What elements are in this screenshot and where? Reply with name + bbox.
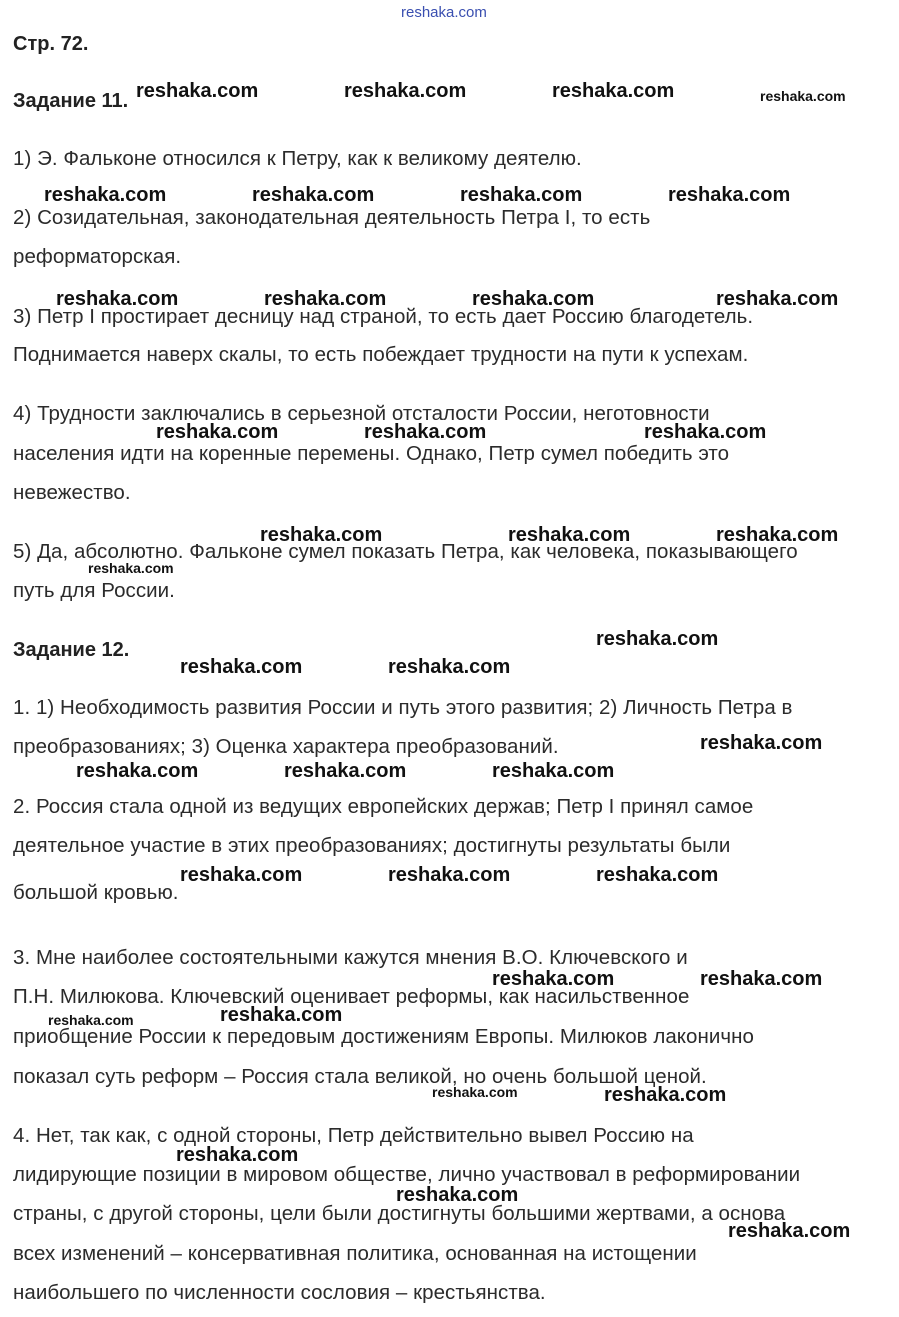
task-11-line: 4) Трудности заключались в серьезной отсталости России, неготовности (13, 402, 710, 425)
watermark: reshaka.com (716, 288, 839, 310)
task-11-line: 2) Созидательная, законодательная деятельность Петра I, то есть (13, 206, 651, 229)
task-12-line: показал суть реформ – Россия стала великой, но очень большой ценой. (13, 1065, 707, 1088)
watermark: reshaka.com (460, 184, 583, 206)
task-11-line: 5) Да, абсолютно. Фальконе сумел показать Петра, как человека, показывающего (13, 540, 798, 563)
watermark: reshaka.com (284, 760, 407, 782)
watermark: reshaka.com (76, 760, 199, 782)
task-12-line: 3. Мне наиболее состоятельными кажутся мнения В.О. Ключевского и (13, 946, 688, 969)
watermark: reshaka.com (728, 1220, 851, 1242)
watermark: reshaka.com (432, 1084, 518, 1100)
watermark: reshaka.com (492, 968, 615, 990)
watermark-top: reshaka.com (401, 4, 487, 21)
watermark: reshaka.com (44, 184, 167, 206)
watermark: reshaka.com (760, 88, 846, 104)
watermark: reshaka.com (596, 864, 719, 886)
watermark: reshaka.com (700, 732, 823, 754)
watermark: reshaka.com (644, 421, 767, 443)
watermark: reshaka.com (604, 1084, 727, 1106)
task-12-line: наибольшего по численности сословия – крестьянства. (13, 1281, 546, 1304)
watermark: reshaka.com (716, 524, 839, 546)
page-label: Стр. 72. (13, 33, 89, 55)
task-11-line: 3) Петр I простирает десницу над страной, то есть дает Россию благодетель. (13, 305, 754, 328)
watermark: reshaka.com (180, 864, 303, 886)
watermark: reshaka.com (508, 524, 631, 546)
task-11-line: 1) Э. Фальконе относился к Петру, как к великому деятелю. (13, 147, 582, 170)
task-12-line: большой кровью. (13, 881, 179, 904)
task-12-heading: Задание 12. (13, 639, 130, 661)
watermark: reshaka.com (344, 80, 467, 102)
watermark: reshaka.com (264, 288, 387, 310)
watermark: reshaka.com (396, 1184, 519, 1206)
watermark: reshaka.com (176, 1144, 299, 1166)
watermark: reshaka.com (596, 628, 719, 650)
watermark: reshaka.com (472, 288, 595, 310)
task-11-line: населения идти на коренные перемены. Однако, Петр сумел победить это (13, 442, 730, 465)
task-11-line: реформаторская. (13, 245, 182, 268)
task-12-line: 2. Россия стала одной из ведущих европейских держав; Петр I принял самое (13, 795, 754, 818)
watermark: reshaka.com (180, 656, 303, 678)
task-11-line: путь для России. (13, 579, 175, 602)
watermark: reshaka.com (388, 656, 511, 678)
watermark: reshaka.com (252, 184, 375, 206)
task-12-line: страны, с другой стороны, цели были достигнуты большими жертвами, а основа (13, 1202, 786, 1225)
watermark: reshaka.com (364, 421, 487, 443)
watermark: reshaka.com (668, 184, 791, 206)
task-12-line: 4. Нет, так как, с одной стороны, Петр действительно вывел Россию на (13, 1124, 694, 1147)
task-12-line: 1. 1) Необходимость развития России и путь этого развития; 2) Личность Петра в (13, 696, 793, 719)
watermark: reshaka.com (552, 80, 675, 102)
watermark: reshaka.com (88, 560, 174, 576)
task-11-heading: Задание 11. (13, 90, 129, 112)
task-12-line: всех изменений – консервативная политика, основанная на истощении (13, 1242, 697, 1265)
watermark: reshaka.com (48, 1012, 134, 1028)
task-12-line: деятельное участие в этих преобразованиях; достигнуты результаты были (13, 834, 731, 857)
task-12-line: лидирующие позиции в мировом обществе, лично участвовал в реформировании (13, 1163, 801, 1186)
task-11-line: Поднимается наверх скалы, то есть побеждает трудности на пути к успехам. (13, 343, 749, 366)
watermark: reshaka.com (136, 80, 259, 102)
watermark: reshaka.com (156, 421, 279, 443)
watermark: reshaka.com (220, 1004, 343, 1026)
watermark: reshaka.com (56, 288, 179, 310)
task-11-line: невежество. (13, 481, 131, 504)
watermark: reshaka.com (260, 524, 383, 546)
task-12-line: П.Н. Милюкова. Ключевский оценивает реформы, как насильственное (13, 985, 690, 1008)
watermark: reshaka.com (492, 760, 615, 782)
task-12-line: приобщение России к передовым достижениям Европы. Милюков лаконично (13, 1025, 754, 1048)
watermark: reshaka.com (388, 864, 511, 886)
task-12-line: преобразованиях; 3) Оценка характера преобразований. (13, 735, 559, 758)
watermark: reshaka.com (700, 968, 823, 990)
